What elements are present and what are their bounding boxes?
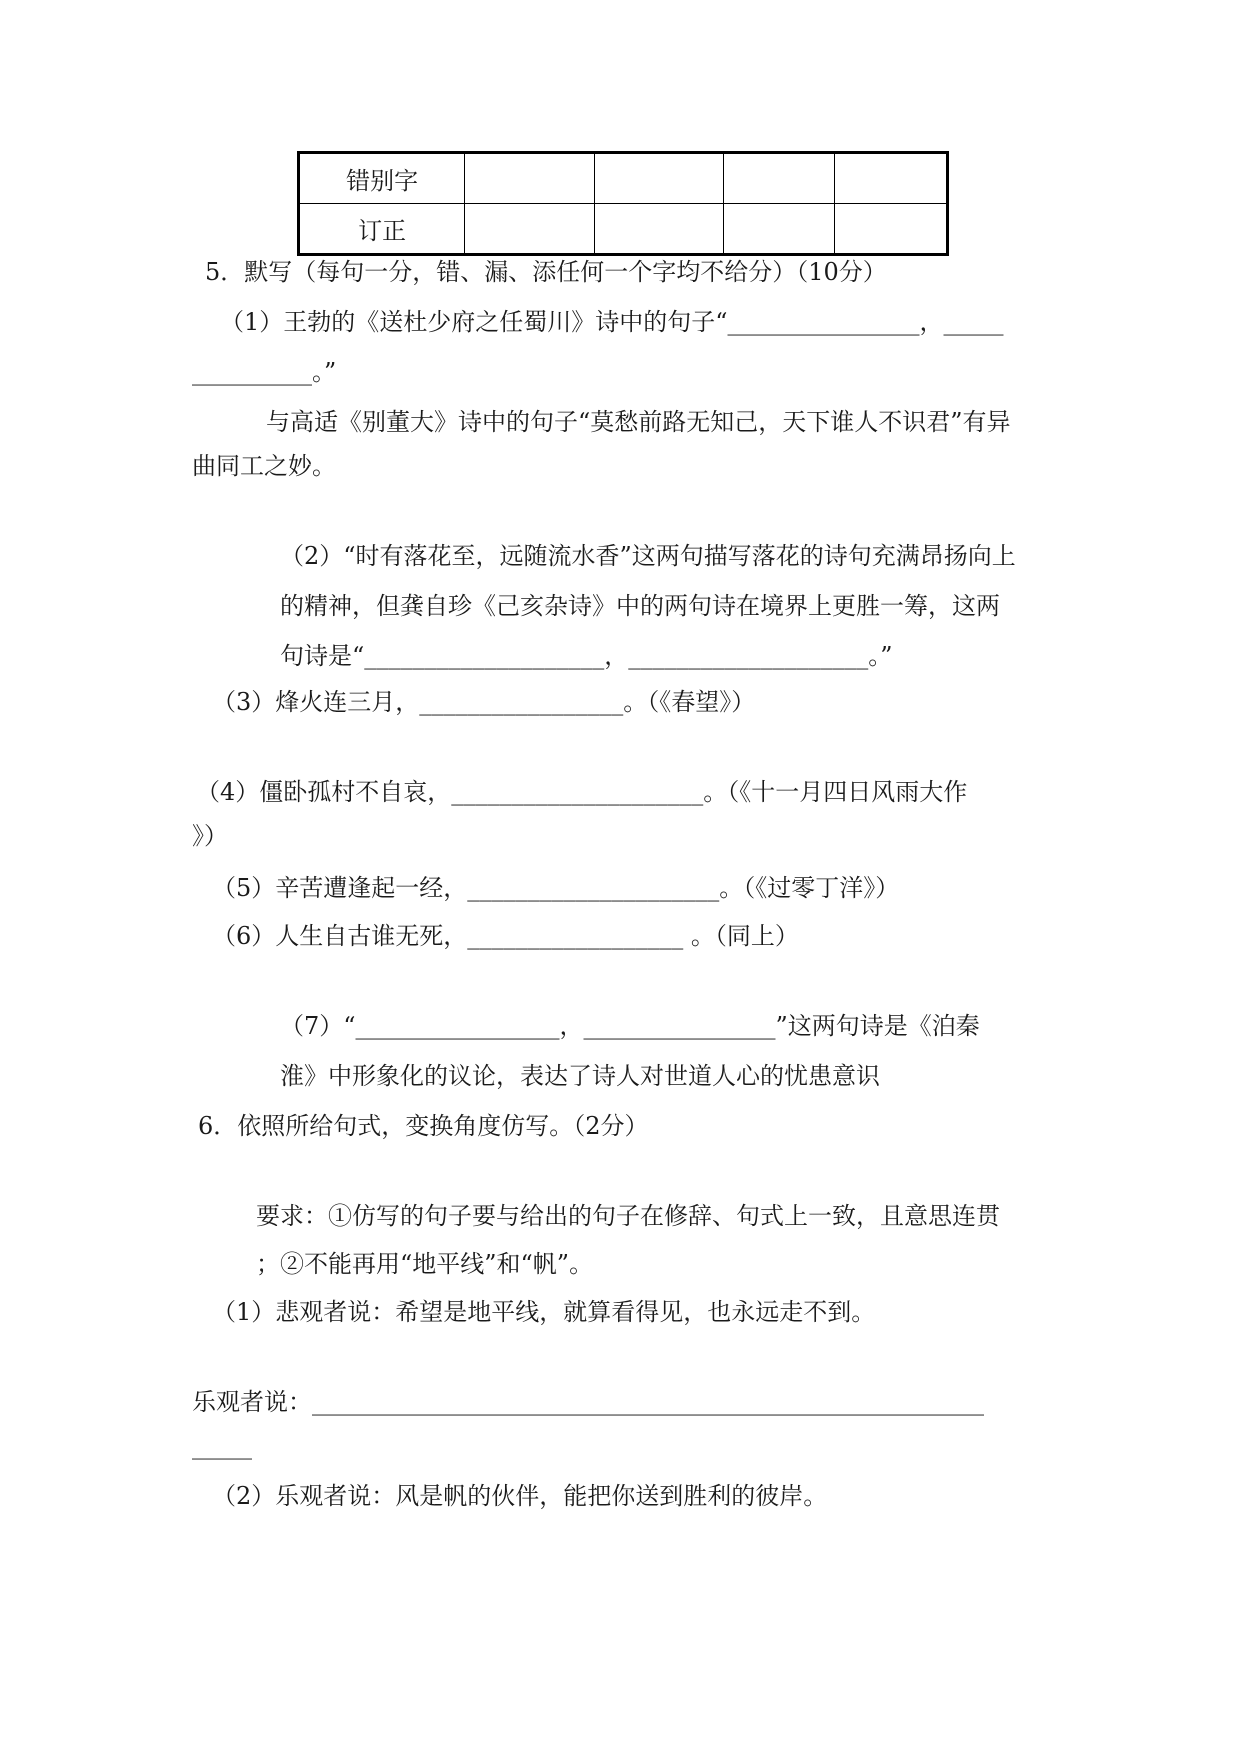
table-cell[interactable]	[834, 153, 947, 204]
q6-item2: （2）乐观者说：风是帆的伙伴，能把你送到胜利的彼岸。	[212, 1482, 828, 1510]
table-row-corrections	[299, 204, 948, 255]
q5-item7-line1: （7）“_________________，________________”这两句诗是《泊秦	[280, 1012, 980, 1040]
table-cell[interactable]	[834, 204, 947, 255]
q5-item1-line3: 与高适《别董大》诗中的句子“莫愁前路无知己，天下谁人不识君”有异	[266, 408, 1011, 436]
q5-item4-line1: （4）僵卧孤村不自哀，_____________________。（《十一月四日风雨大作	[196, 778, 968, 806]
q5-item6: （6）人生自古谁无死，__________________ 。（同上）	[212, 922, 799, 950]
table-cell[interactable]	[724, 153, 834, 204]
q5-item1-line1: （1）王勃的《送杜少府之任蜀川》诗中的句子“________________，_____	[220, 308, 1004, 336]
table-row-typos	[299, 153, 948, 204]
q6-optimist-answer-line2[interactable]: _____	[192, 1432, 252, 1460]
q5-item4-line2: 》）	[192, 822, 228, 850]
row-label-typos: 错别字	[299, 153, 465, 204]
table-cell[interactable]	[594, 204, 723, 255]
row-label-corrections: 订正	[299, 204, 465, 255]
q5-item7-line2: 淮》中形象化的议论，表达了诗人对世道人心的忧患意识	[280, 1062, 880, 1090]
q5-item2-line3: 句诗是“____________________，____________________。”	[280, 642, 893, 670]
q6-optimist-answer-line1[interactable]: 乐观者说：________________________________________________________	[192, 1388, 984, 1416]
q5-item2-line1: （2）“时有落花至，远随流水香”这两句描写落花的诗句充满昂扬向上	[280, 542, 1016, 570]
q5-item1-line2: __________。”	[192, 358, 337, 386]
correction-table	[297, 151, 949, 256]
table-cell[interactable]	[724, 204, 834, 255]
table-cell[interactable]	[465, 153, 594, 204]
q6-requirement-line2: ；②不能再用“地平线”和“帆”。	[256, 1250, 594, 1278]
q5-heading: 5．默写（每句一分，错、漏、添任何一个字均不给分）（10分）	[205, 258, 887, 286]
table-cell[interactable]	[465, 204, 594, 255]
q6-item1: （1）悲观者说：希望是地平线，就算看得见，也永远走不到。	[212, 1298, 876, 1326]
q6-heading: 6．依照所给句式，变换角度仿写。（2分）	[198, 1112, 649, 1140]
q5-item5: （5）辛苦遭逢起一经，_____________________。（《过零丁洋》）	[212, 874, 900, 902]
q5-item2-line2: 的精神，但龚自珍《己亥杂诗》中的两句诗在境界上更胜一筹，这两	[280, 592, 1000, 620]
table-cell[interactable]	[594, 153, 723, 204]
q6-requirement-line1: 要求：①仿写的句子要与给出的句子在修辞、句式上一致，且意思连贯	[256, 1202, 1000, 1230]
q5-item1-line4: 曲同工之妙。	[192, 452, 336, 480]
q5-item3: （3）烽火连三月，_________________。（《春望》）	[212, 688, 756, 716]
